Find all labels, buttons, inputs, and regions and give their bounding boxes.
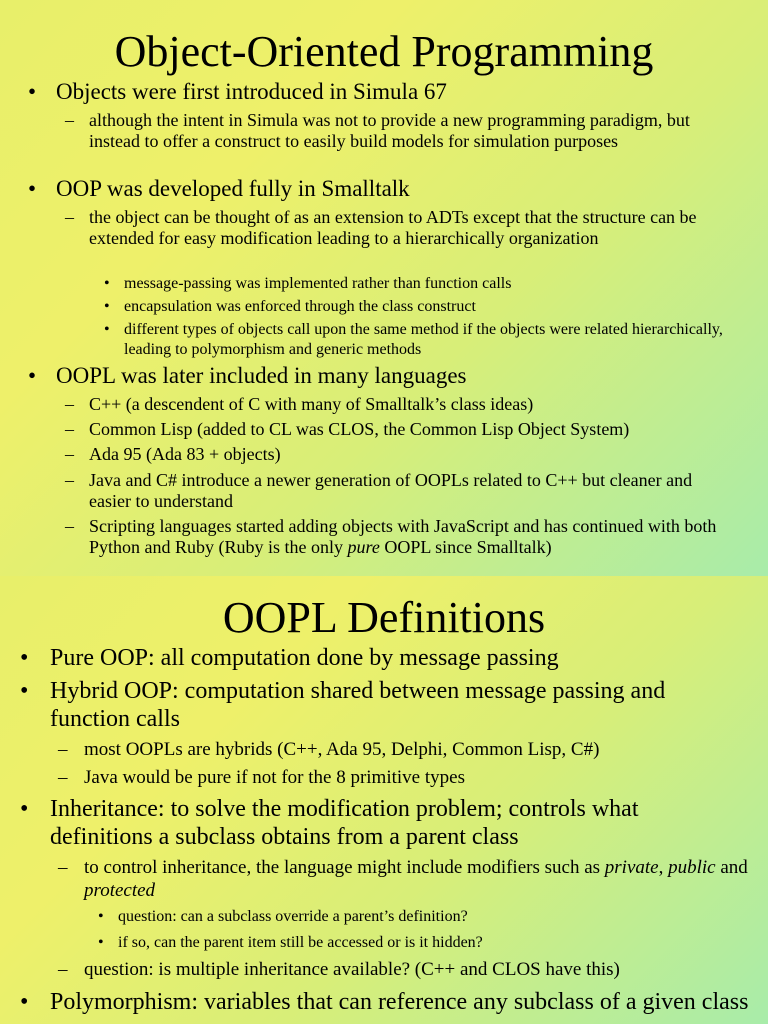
text-run: to control inheritance, the language might include modifiers such as — [84, 857, 605, 878]
bullet-marker: • — [28, 79, 37, 104]
bullet-text: Java and C# introduce a newer generation of OOPLs related to C++ but cleaner and easier to understand — [89, 470, 693, 511]
bullet-marker: • — [28, 176, 37, 201]
bullet-text: Objects were first introduced in Simula 67 — [56, 79, 447, 104]
bullet-marker: • — [20, 989, 29, 1015]
sub-sub-bullet-polymorphism — [104, 320, 744, 360]
sub-bullet-java-csharp — [65, 470, 725, 512]
bullet-text: OOPL was later included in many languages — [56, 363, 467, 388]
sub-bullet-scripting — [65, 516, 735, 558]
bullet-marker: • — [20, 645, 29, 671]
bullet-marker: • — [104, 275, 110, 292]
bullet-text: C++ (a descendent of C with many of Smalltalk’s class ideas) — [89, 394, 534, 414]
bullet-marker: • — [98, 908, 104, 925]
dash-marker: – — [65, 110, 74, 130]
bullet-inheritance — [20, 795, 740, 851]
dash-marker: – — [65, 444, 74, 464]
slide-title: OOPL Definitions — [222, 593, 546, 642]
bullet-polymorphism — [20, 988, 760, 1016]
bullet-text: although the intent in Simula was not to provide a new programming paradigm, but instead to offer a construct to easily build models for simulation purposes — [89, 110, 690, 151]
bullet-simula — [28, 80, 748, 104]
bullet-text: Common Lisp (added to CL was CLOS, the Common Lisp Object System) — [89, 419, 630, 439]
bullet-marker: • — [98, 934, 104, 951]
bullet-marker: • — [104, 298, 110, 315]
bullet-text: Ada 95 (Ada 83 + objects) — [89, 444, 281, 464]
emphasis-public: public — [668, 857, 716, 878]
sub-bullet-cpp — [65, 394, 745, 415]
bullet-text: question: is multiple inheritance available? (C++ and CLOS have this) — [84, 959, 620, 980]
emphasis-pure: pure — [347, 537, 380, 557]
text-run: Scripting languages started adding objects with JavaScript and has continued with both Python and Ruby (Ruby is the only — [89, 516, 717, 557]
bullet-marker: • — [28, 363, 37, 388]
sub-sub-bullet-encapsulation — [104, 297, 744, 317]
text-run: OOPL since Smalltalk) — [379, 537, 552, 557]
bullet-text: the object can be thought of as an extension to ADTs except that the structure can be extended for easy modification leading to a hierarchically organization — [89, 207, 697, 248]
dash-marker: – — [58, 739, 68, 760]
dash-marker: – — [65, 207, 74, 227]
dash-marker: – — [58, 959, 68, 980]
sub-bullet-ada95 — [65, 444, 745, 465]
bullet-hybrid-oop — [20, 677, 720, 733]
sub-bullet-multiple-inheritance — [58, 958, 748, 981]
sub-sub-bullet-hidden — [98, 932, 738, 954]
bullet-text — [65, 516, 735, 558]
bullet-pure-oop — [20, 644, 750, 672]
bullet-text: Pure OOP: all computation done by message passing — [50, 645, 559, 671]
dash-marker: – — [65, 419, 74, 439]
bullet-text: message-passing was implemented rather than function calls — [124, 275, 512, 292]
bullet-smalltalk — [28, 177, 748, 201]
emphasis-private: private — [604, 857, 659, 878]
dash-marker: – — [58, 857, 68, 878]
bullet-text: question: can a subclass override a parent’s definition? — [118, 908, 468, 925]
emphasis-protected: protected — [84, 880, 156, 901]
slide-title: Object-Oriented Programming — [114, 27, 654, 76]
sub-sub-bullet-override — [98, 906, 738, 928]
dash-marker: – — [58, 767, 68, 788]
bullet-marker: • — [104, 321, 110, 338]
bullet-oopl-languages — [28, 364, 748, 388]
bullet-text: Inheritance: to solve the modification problem; controls what definitions a subclass obtains from a parent class — [50, 796, 639, 850]
sub-bullet-adt-extension — [65, 207, 735, 249]
text-run: and — [715, 857, 748, 878]
bullet-text: different types of objects call upon the same method if the objects were related hierarchically, leading to polymorphism and generic methods — [124, 321, 723, 358]
bullet-marker: • — [20, 678, 29, 704]
dash-marker: – — [65, 394, 74, 414]
slide-oopl-definitions — [0, 576, 768, 1024]
bullet-text: Polymorphism: variables that can reference any subclass of a given class — [50, 989, 749, 1015]
bullet-text: if so, can the parent item still be accessed or is it hidden? — [118, 934, 483, 951]
bullet-text: Hybrid OOP: computation shared between message passing and function calls — [50, 678, 666, 732]
sub-sub-bullet-message-passing — [104, 274, 744, 294]
bullet-text: most OOPLs are hybrids (C++, Ada 95, Delphi, Common Lisp, C#) — [84, 739, 600, 760]
bullet-text: encapsulation was enforced through the class construct — [124, 298, 476, 315]
sub-bullet-common-lisp — [65, 419, 755, 440]
sub-bullet-hybrids — [58, 738, 738, 761]
text-run: , — [658, 857, 669, 878]
sub-bullet-java-pure — [58, 766, 738, 789]
bullet-text: OOP was developed fully in Smalltalk — [56, 176, 410, 201]
bullet-text — [58, 856, 748, 902]
dash-marker: – — [65, 470, 74, 490]
bullet-marker: • — [20, 796, 29, 822]
sub-bullet-inheritance-modifiers — [58, 856, 748, 902]
dash-marker: – — [65, 516, 74, 536]
bullet-text: Java would be pure if not for the 8 primitive types — [84, 767, 465, 788]
sub-bullet-simula-intent — [65, 110, 705, 152]
